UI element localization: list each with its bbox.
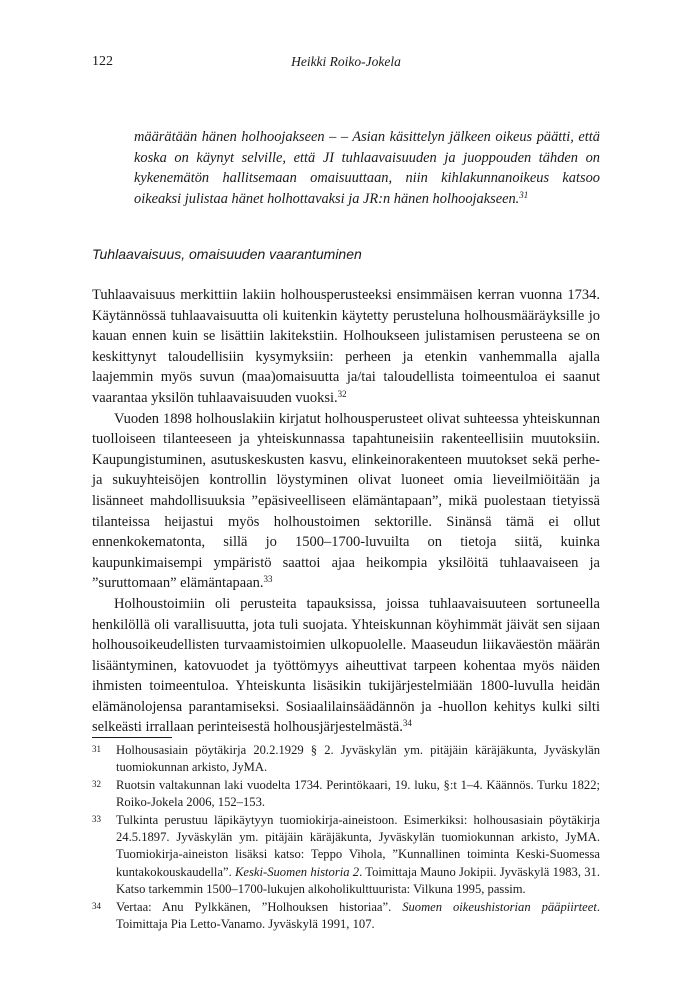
- body-text: [92, 285, 600, 738]
- footnote-ref-34[interactable]: 34: [402, 718, 412, 729]
- block-quote: [134, 127, 600, 209]
- page-number: 122: [92, 54, 113, 69]
- footnote-ref-31[interactable]: 31: [519, 189, 529, 200]
- footnote-ref-32[interactable]: 32: [337, 388, 347, 399]
- paragraph-3: Holhoustoimiin oli perusteita tapauksissa, joissa tuhlaavaisuuteen sortuneella henkilöllä oli varallisuutta, jota tuli suojata. Yhteiskunnan köyhimmät jäivät sen sijaan holhousoikeudellisten turvaamistoimien ulkopuolelle. Maaseudun liikaväestön määrän lisääntyminen, katovuodet ja työttömyys aiheuttivat tarpeen kohentaa myös näiden ihmisten toimeentuloa. Yhteiskunta lisäsikin tukijärjestelmiään 1800-luvulla heidän elämänolojensa parantamiseksi. Sosiaalilainsäädännön ja -huollon kehitys kulki silti selkeästi irrallaan perinteisestä holhousjärjestelmästä.$^{34}$: [92, 595, 600, 736]
- footnote-text-cont: . Toimittaja Pia Letto-Vanamo. Jyväskylä 1991, 107.: [116, 899, 600, 932]
- footnote-text: Holhousasiain pöytäkirja 20.2.1929 § 2. Jyväskylän ym. pitäjäin käräjäkunta, Jyväskylän tuomiokunnan arkisto, JyMA.: [116, 743, 600, 775]
- paragraph-1: Tuhlaavaisuus merkittiin lakiin holhousperusteeksi ensimmäisen kerran vuonna 1734. Käytännössä tuhlaavaisuutta oli kuitenkin käytetty perusteluna holhousmääräyksille jo kauan ennen kuin se lisättiin lakitekstiin. Holhoukseen julistamisen perusteena se on keskittynyt taloudellisiin kysymyksiin: perheen ja etenkin vanhemmalla ajalla laajemmin myös suvun (maa)omaisuutta ja/tai taloudellista toimeentuloa ei saanut vaarantaa yksilön tuhlaavaisuuden vuoksi.$^{32}$: [92, 287, 600, 406]
- footnote-33: [92, 812, 600, 899]
- footnote-32: [92, 777, 600, 812]
- running-head: Heikki Roiko-Jokela: [291, 54, 401, 69]
- page-header: [92, 54, 600, 74]
- footnote-text-cont: . Toimittaja Mauno Jokipii. Jyväskylä 1983, 31. Katso tarkemmin 1500–1700-lukujen alkoholikulttuurista: Vilkuna 1995, passim.: [116, 864, 600, 897]
- footnote-number: 33: [92, 813, 101, 824]
- section-heading: Tuhlaavaisuus, omaisuuden vaarantuminen: [92, 246, 362, 262]
- footnote-number: 31: [92, 744, 101, 754]
- footnote-ref-33[interactable]: 33: [263, 574, 273, 585]
- footnote-text: Ruotsin valtakunnan laki vuodelta 1734. Perintökaari, 19. luku, §:t 1–4. Käännös. Turku 1822; Roiko-Jokela 2006, 152–153.: [116, 777, 600, 810]
- footnote-number: 34: [92, 900, 101, 911]
- paragraph-2: Vuoden 1898 holhouslakiin kirjatut holhousperusteet olivat suhteessa yhteiskunnan tuolloiseen tilanteeseen ja yhteiskunnassa tapahtuneisiin rakenteellisiin muutoksiin. Kaupungistuminen, asutuskeskusten kasvu, elinkeinorakenteen muutokset sekä perhe- ja sukuyhteisöjen kontrollin löystyminen olivat luoneet omia lieveilmiöitään ja lisänneet mahdollisuuksia ”epäsiveelliseen elämäntapaan”, mikä puolestaan tietyissä tilanteissa heijastui myös holhoustoimen sektorille. Sinänsä tämä ei ollut ennenkokematonta, sillä jo 1500–1700-luvuilta on tietoja siitä, kuinka kaupunkimaisempi ympäristö saattoi ajaa heikompia yksilöitä tuhlaavaiseen ja ”suruttomaan” elämäntapaan.$^{33}$: [92, 410, 600, 592]
- footnote-text: Tulkinta perustuu läpikäytyyn tuomiokirja-aineistoon. Esimerkiksi: holhousasiain pöytäkirja 24.5.1897. Jyväskylän ym. pitäjäin käräjäkunta, Jyväskylän tuomiokunnan arkisto, JyMA. Tuomiokirja-aineiston lisäksi katso: Teppo Vihola, ”Kunnallinen toiminta Keski-Suomessa kuntakokouskaudella”.: [116, 812, 600, 879]
- footnote-text: Vertaa: Anu Pylkkänen, ”Holhouksen historiaa”.: [116, 899, 392, 914]
- quote-text: määrätään hänen holhoojakseen – – Asian käsittelyn jälkeen oikeus päätti, että koska on käynyt selville, että JI tuhlaavaisuuden ja juoppouden tähden on kykenemätön hallitsemaan omaisuuttaan, niin kihlakunnanoikeus katsoo oikeaksi julistaa hänet holhottavaksi ja JR:n hänen holhoojakseen.: [134, 129, 600, 207]
- footnotes: [92, 742, 600, 933]
- footnote-book-title: Keski-Suomen historia 2: [235, 864, 360, 879]
- footnote-34: [92, 899, 600, 934]
- footnote-rule: [92, 737, 172, 738]
- footnote-book-title: Suomen oikeushistorian pääpiirteet: [402, 899, 597, 914]
- footnote-31: [92, 742, 600, 777]
- footnote-number: 32: [92, 778, 101, 789]
